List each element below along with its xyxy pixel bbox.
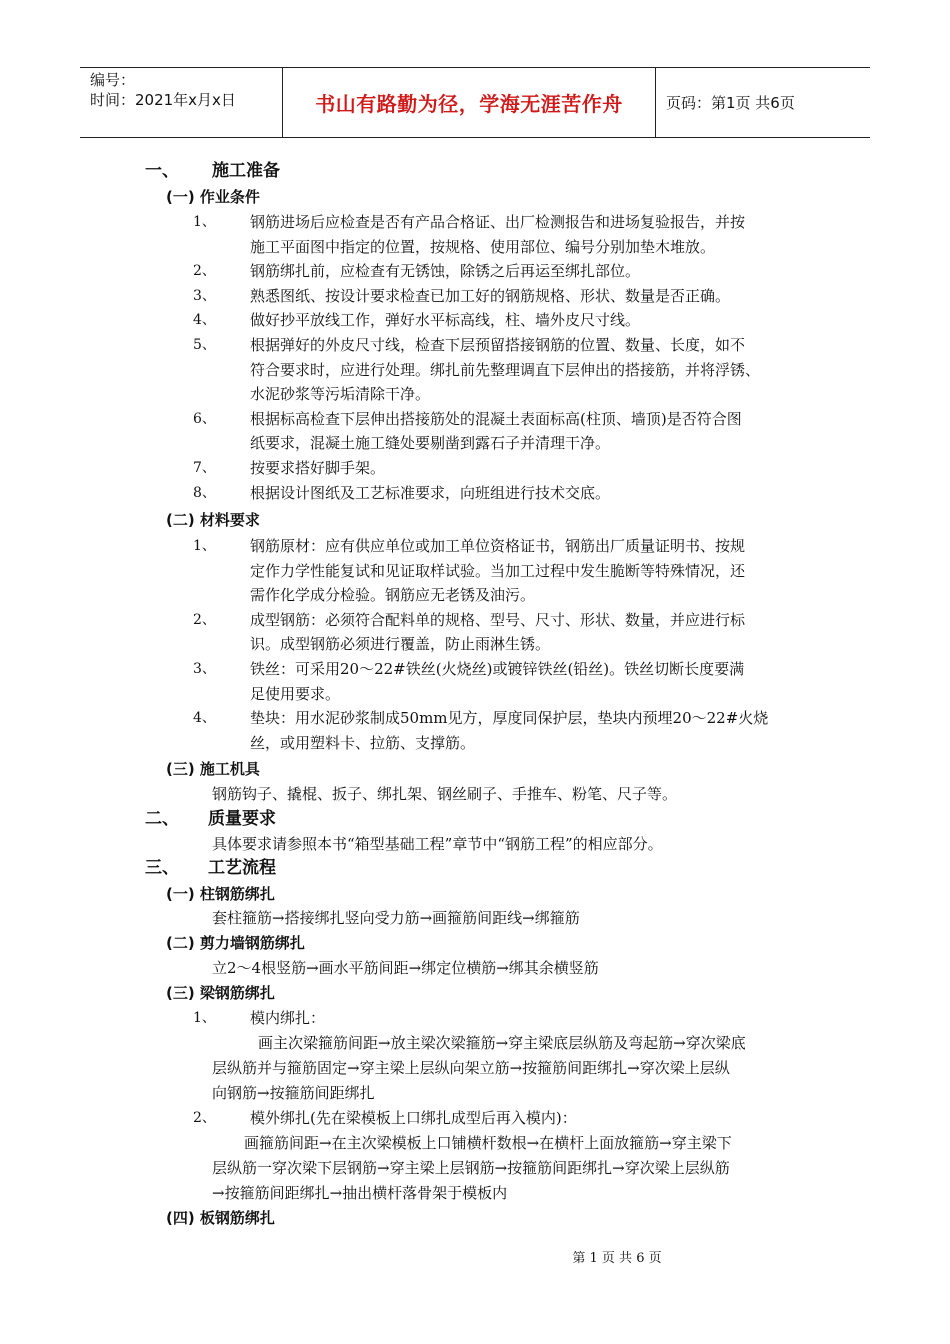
item-number: 7、 [193, 460, 216, 476]
item-number: 3、 [193, 287, 216, 304]
item-text-line: 符合要求时，应进行处理。绑扎前先整理调直下层伸出的搭接筋，并将浮锈、 [250, 360, 761, 379]
item-text-line: 钢筋绑扎前，应检查有无锈蚀，除锈之后再运至绑扎部位。 [250, 262, 641, 281]
item-number: 5、 [193, 337, 216, 353]
flow-text: 套柱箍筋→搭接绑扎竖向受力筋→画箍筋间距线→绑箍筋 [212, 909, 580, 927]
item-text-line: 施工平面图中指定的位置，按规格、使用部位、编号分别加垫木堆放。 [250, 237, 716, 256]
item-text-line: 定作力学性能复试和见证取样试验。当加工过程中发生脆断等特殊情况，还 [250, 561, 746, 580]
item-number: 1、 [193, 1010, 216, 1026]
item-number: 4、 [193, 312, 216, 329]
item-text-line: 根据设计图纸及工艺标准要求，向班组进行技术交底。 [250, 483, 611, 502]
item-number: 6、 [193, 410, 216, 427]
flow-line: 层纵筋并与箍筋固定→穿主梁上层纵向架立筋→按箍筋间距绑扎→穿次梁上层纵 [212, 1059, 730, 1077]
section-number: 一、 [145, 161, 179, 181]
item-text-line: 钢筋原材：应有供应单位或加工单位资格证书，钢筋出厂质量证明书、按规 [250, 537, 746, 555]
item-text-line: 做好抄平放线工作，弹好水平标高线，柱、墙外皮尺寸线。 [250, 311, 641, 330]
item-number: 1、 [193, 214, 216, 230]
item-text-line: 垫块：用水泥砂浆制成50mm见方，厚度同保护层，垫块内预埋20～22#火烧 [250, 709, 769, 728]
header-motto: 书山有路勤为径，学海无涯苦作舟 [283, 68, 656, 137]
section-title: 施工准备 [212, 161, 280, 181]
code-label: 编号： [90, 71, 136, 89]
flow-line: 画箍筋间距→在主次梁模板上口铺横杆数根→在横杆上面放箍筋→穿主梁下 [244, 1134, 732, 1152]
section-number: 三、 [145, 858, 179, 878]
tools-text: 钢筋钩子、撬棍、扳子、绑扎架、钢丝刷子、手推车、粉笔、尺子等。 [212, 785, 678, 803]
subsection-title: (一) 作业条件 [166, 188, 260, 206]
page-footer [0, 1247, 950, 1266]
item-title: 模外绑扎(先在梁模板上口绑扎成型后再入模内)： [250, 1109, 577, 1127]
header-page-info: 页码：第1页 共6页 [666, 94, 795, 112]
item-text-line: 铁丝：可采用20～22#铁丝(火烧丝)或镀锌铁丝(铅丝)。铁丝切断长度要满 [250, 660, 745, 678]
quality-text: 具体要求请参照本书“箱型基础工程”章节中“钢筋工程”的相应部分。 [212, 835, 663, 853]
item-text-line: 需作化学成分检验。钢筋应无老锈及油污。 [250, 586, 536, 605]
item-number: 2、 [193, 1110, 216, 1126]
subsection-title: (三) 梁钢筋绑扎 [166, 984, 275, 1002]
subsection-title: (一) 柱钢筋绑扎 [166, 885, 275, 903]
subsection-title: (三) 施工机具 [166, 760, 260, 778]
subsection-title: (四) 板钢筋绑扎 [166, 1209, 275, 1227]
item-number: 8、 [193, 484, 216, 501]
flow-line: →按箍筋间距绑扎→抽出横杆落骨架于模板内 [212, 1184, 508, 1202]
section-number: 二、 [145, 809, 179, 829]
item-text-line: 熟悉图纸、按设计要求检查已加工好的钢筋规格、形状、数量是否正确。 [250, 286, 731, 305]
flow-line: 向钢筋→按箍筋间距绑扎 [212, 1084, 375, 1102]
item-text-line: 按要求搭好脚手架。 [250, 459, 386, 477]
item-text-line: 水泥砂浆等污垢清除干净。 [250, 385, 431, 404]
flow-line: 画主次梁箍筋间距→放主梁次梁箍筋→穿主梁底层纵筋及弯起筋→穿次梁底 [258, 1034, 746, 1052]
page-header [80, 67, 870, 138]
item-number: 2、 [193, 263, 216, 280]
item-text-line: 根据标高检查下层伸出搭接筋处的混凝土表面标高(柱顶、墙顶)是否符合图 [250, 409, 742, 428]
item-number: 3、 [193, 661, 216, 677]
item-text-line: 根据弹好的外皮尺寸线，检查下层预留搭接钢筋的位置、数量、长度，如不 [250, 336, 746, 354]
item-text-line: 钢筋进场后应检查是否有产品合格证、出厂检测报告和进场复验报告，并按 [250, 213, 746, 231]
item-text-line: 成型钢筋：必须符合配料单的规格、型号、尺寸、形状、数量，并应进行标 [250, 610, 746, 629]
flow-text: 立2～4根竖筋→画水平筋间距→绑定位横筋→绑其余横竖筋 [212, 959, 599, 977]
item-text-line: 足使用要求。 [250, 684, 341, 703]
footer-page-number: 第 1 页 共 6 页 [572, 1251, 662, 1266]
item-text-line: 识。成型钢筋必须进行覆盖，防止雨淋生锈。 [250, 635, 551, 654]
item-text-line: 丝，或用塑料卡、拉筋、支撑筋。 [250, 733, 476, 752]
date-label: 时间：2021年x月x日 [90, 91, 236, 109]
section-title: 质量要求 [208, 809, 276, 829]
item-title: 模内绑扎： [250, 1009, 326, 1027]
subsection-title: (二) 材料要求 [166, 511, 260, 529]
item-text-line: 纸要求，混凝土施工缝处要剔凿到露石子并清理干净。 [250, 434, 611, 453]
item-number: 1、 [193, 538, 216, 554]
subsection-title: (二) 剪力墙钢筋绑扎 [166, 934, 305, 952]
item-number: 4、 [193, 710, 216, 727]
header-meta [80, 68, 283, 137]
item-number: 2、 [193, 611, 216, 628]
flow-line: 层纵筋一穿次梁下层钢筋→穿主梁上层钢筋→按箍筋间距绑扎→穿次梁上层纵筋 [212, 1159, 730, 1177]
section-title: 工艺流程 [208, 858, 276, 878]
